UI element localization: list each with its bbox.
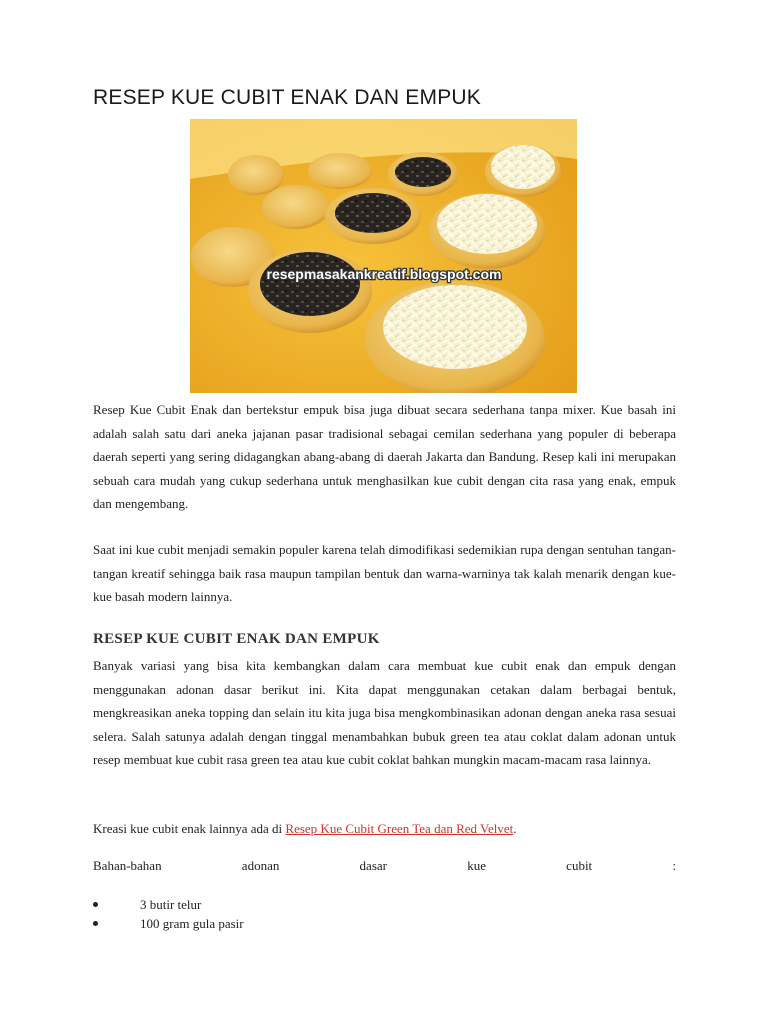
ingredients-list xyxy=(93,895,244,933)
ingredients-heading-word: cubit xyxy=(566,858,593,873)
bullet-icon xyxy=(93,902,98,907)
related-recipe-suffix: . xyxy=(513,821,517,836)
ingredients-heading-word: kue xyxy=(467,858,486,873)
bullet-icon xyxy=(93,921,98,926)
intro-paragraph-2: Saat ini kue cubit menjadi semakin populer karena telah dimodifikasi sedemikian rupa dengan sentuhan tangan-tangan kreatif sehingga baik rasa maupun tampilan bentuk dan warna-warninya tak kalah menarik dengan kue-kue basah modern lainnya. xyxy=(93,542,676,604)
photo-watermark: resepmasakankreatif.blogspot.com xyxy=(266,266,502,282)
list-item xyxy=(93,895,244,914)
list-item xyxy=(93,914,244,933)
related-recipe-link[interactable]: Resep Kue Cubit Green Tea dan Red Velvet xyxy=(285,821,514,836)
related-recipe-paragraph xyxy=(93,817,676,841)
kue-cubit-illustration xyxy=(190,119,577,393)
ingredient-text: 100 gram gula pasir xyxy=(140,916,244,931)
section-paragraph: Banyak variasi yang bisa kita kembangkan dalam cara membuat kue cubit enak dan empuk dengan menggunakan adonan dasar berikut ini. Kita dapat menggunakan cetakan dalam berbagai bentuk, mengkreasikan aneka topping dan selain itu kita juga bisa mengkombinasikan adonan dengan aneka rasa sesuai selera. Salah satunya adalah dengan tinggal menambahkan bubuk green tea atau coklat dalam adonan untuk resep membuat kue cubit rasa green tea atau kue cubit coklat bahkan mungkin macam-macam rasa lainnya. xyxy=(93,658,676,767)
intro-paragraph-1: Resep Kue Cubit Enak dan bertekstur empuk bisa juga dibuat secara sederhana tanpa mixer. Kue basah ini adalah salah satu dari aneka jajanan pasar tradisional sebagai cemilan sederhana yang populer di beberapa daerah seperti yang sering didagangkan abang-abang di daerah Jakarta dan Bandung. Resep kali ini merupakan sebuah cara mudah yang cukup sederhana untuk menghasilkan kue cubit dengan cita rasa yang enak, empuk dan mengembang. xyxy=(93,402,676,511)
ingredients-heading-word: dasar xyxy=(359,858,387,873)
ingredient-text: 3 butir telur xyxy=(140,897,202,912)
ingredients-heading-word: Bahan-bahan xyxy=(93,858,162,873)
section-heading: RESEP KUE CUBIT ENAK DAN EMPUK xyxy=(93,631,380,647)
related-recipe-prefix: Kreasi kue cubit enak lainnya ada di xyxy=(93,821,286,836)
ingredients-heading xyxy=(93,856,676,876)
kue-cubit-photo xyxy=(190,119,577,393)
ingredients-heading-word: adonan xyxy=(241,858,280,873)
ingredients-heading-word: : xyxy=(672,858,676,873)
page-title: RESEP KUE CUBIT ENAK DAN EMPUK xyxy=(93,86,481,109)
